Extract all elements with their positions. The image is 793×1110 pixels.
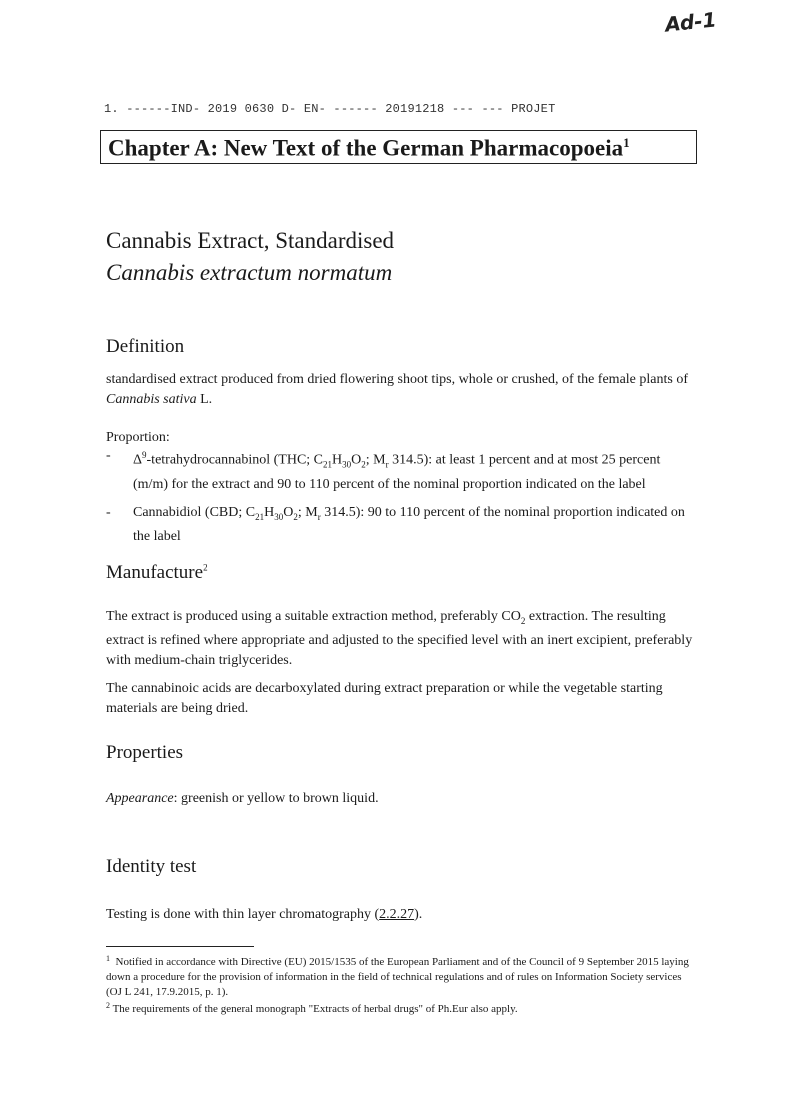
chapter-title-box [100, 130, 697, 164]
monograph-latin-title: Cannabis extractum normatum [106, 260, 393, 285]
manufacture-paragraph-2: The cannabinoic acids are decarboxylated during extract preparation or while the vegetable starting materials are being dried. [106, 681, 663, 716]
definition-text: standardised extract produced from dried flowering shoot tips, whole or crushed, of the female plants of Cannabis sativa L. [106, 372, 688, 407]
manufacture-paragraph-1: The extract is produced using a suitable extraction method, preferably $CO_2$ extraction. The resulting extract is refined where appropriate and adjusted to the specified level with an inert excipient, preferably with medium-chain triglycerides. [106, 609, 693, 668]
list-item: - Cannabidiol (CBD; $C_{21}H_{30}O_2$; $M_r$ 314.5): 90 to 110 percent of the nominal proportion indicated on the label [106, 505, 685, 545]
footnote-ref[interactable]: 2 [203, 562, 208, 573]
pharmacopoeia-reference-link[interactable]: 2.2.27 [379, 907, 415, 922]
identity-heading: Identity test [106, 856, 197, 877]
proportion-label: Proportion: [106, 430, 170, 445]
list-item: - $\Delta^9$-tetrahydrocannabinol (THC; $C_{21}H_{30}O_2$; $M_r$ 314.5): at least 1 percent and at most 25 percent (m/m) for the extract and 90 to 110 percent of the nominal proportion indicated on the label [106, 448, 661, 492]
monograph-title: Cannabis Extract, Standardised [106, 228, 395, 253]
footnote-divider [106, 946, 254, 947]
definition-heading: Definition [106, 336, 185, 357]
identity-text: Testing is done with thin layer chromatography (2.2.27). [106, 907, 423, 922]
manufacture-heading: Manufacture$^2$ [106, 562, 208, 583]
appearance-text: Appearance: greenish or yellow to brown liquid. [106, 791, 379, 806]
handwritten-mark: Ad-1 [663, 7, 718, 37]
document-reference: 1. ------IND- 2019 0630 D- EN- ------ 20191218 --- --- PROJET [104, 102, 556, 116]
footnote-1: $^1$ Notified in accordance with Directive (EU) 2015/1535 of the European Parliament and of the Council of 9 September 2015 laying down a procedure for the provision of information in the field of technical regulations and of rules on Information Society services (OJ L 241, 17.9.2015, p. 1). [106, 954, 689, 998]
footnote-2: $^2$ The requirements of the general monograph "Extracts of herbal drugs" of Ph.Eur also apply. [106, 1001, 518, 1015]
footnote-ref[interactable]: 1 [623, 135, 630, 150]
chapter-title: Chapter A: New Text of the German Pharmacopoeia$^1$ [108, 135, 630, 161]
properties-heading: Properties [106, 742, 184, 763]
